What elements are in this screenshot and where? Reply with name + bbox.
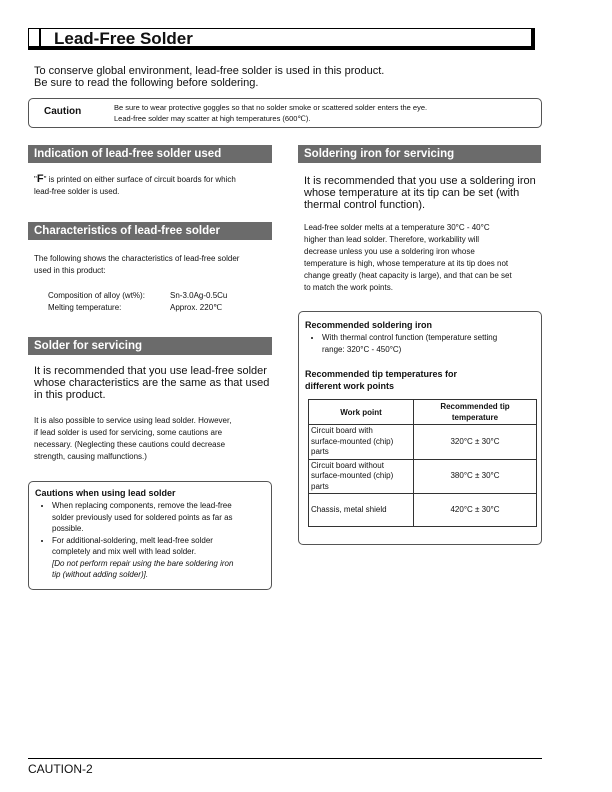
caution-item-2-line-1: • For additional-soldering, melt lead-free solder	[52, 535, 213, 545]
section-heading-indication: Indication of lead-free solder used	[28, 145, 272, 163]
table-cell-temperature: 320°C ± 30°C	[414, 425, 537, 460]
melting-temperature-label: Melting temperature:	[48, 303, 122, 312]
servicing-small-line-1: It is also possible to service using lead solder. However,	[34, 416, 232, 425]
work-point-line: Circuit board without	[311, 460, 384, 470]
table-header-tip-temperature: Recommended tip temperature	[414, 400, 537, 425]
table-header-work-point: Work point	[309, 400, 414, 425]
work-point-line: surface-mounted (chip)	[311, 471, 394, 480]
lead-free-symbol: F	[36, 173, 44, 185]
iron-small-line-1: Lead-free solder melts at a temperature 30°C - 40°C	[304, 223, 490, 232]
indication-line-2: lead-free solder is used.	[34, 187, 120, 196]
caution-item-1-line-3: possible.	[52, 524, 84, 533]
indication-line-1: is printed on either surface of circuit boards for which	[46, 175, 236, 184]
tip-temperature-table	[308, 399, 537, 527]
table-row	[309, 425, 537, 460]
iron-big-line-2: whose temperature at its tip can be set (with	[304, 187, 520, 199]
table-header-row	[309, 400, 537, 425]
caution-item-2	[52, 535, 292, 581]
page-title: Lead-Free Solder	[54, 29, 193, 48]
section-heading-characteristics: Characteristics of lead-free solder	[28, 222, 272, 240]
iron-recommendation	[304, 175, 544, 211]
table-cell-temperature: 420°C ± 30°C	[414, 494, 537, 527]
servicing-recommendation	[34, 365, 284, 401]
intro-line-2: Be sure to read the following before soldering.	[34, 77, 259, 89]
caution-line-1: Be sure to wear protective goggles so that no solder smoke or scattered solder enters the eye.	[114, 103, 428, 112]
intro-line-1: To conserve global environment, lead-free solder is used in this product.	[34, 65, 385, 77]
caution-box	[28, 98, 542, 128]
work-point-line: Chassis, metal shield	[311, 504, 387, 514]
work-point-line: Circuit board with	[311, 426, 373, 435]
footer-divider	[28, 758, 542, 759]
recommended-bullet-line-2: range: 320°C - 450°C)	[322, 344, 402, 354]
iron-small-line-6: to match the work points.	[304, 283, 393, 292]
iron-big-line-3: thermal control function).	[304, 199, 426, 211]
table-cell-work-point	[309, 459, 414, 494]
servicing-big-line-1: It is recommended that you use lead-free solder	[34, 365, 267, 377]
indication-text: "F" is printed on either surface of circuit boards for which lead-free solder is used.	[34, 173, 274, 198]
iron-small-line-5: change greatly (heat capacity is large), and that can be set	[304, 271, 512, 280]
servicing-big-line-2: whose characteristics are the same as that used	[34, 377, 270, 389]
tip-temperatures-title-line-1: Recommended tip temperatures for	[305, 369, 458, 379]
recommended-iron-bullet	[322, 332, 562, 355]
page-number: CAUTION-2	[28, 762, 93, 776]
alloy-composition-value: Sn-3.0Ag-0.5Cu	[170, 291, 228, 300]
iron-details	[304, 222, 549, 294]
table-cell-work-point	[309, 425, 414, 460]
table-row	[309, 494, 537, 527]
section-heading-solder-servicing: Solder for servicing	[28, 337, 272, 355]
table-cell-temperature: 380°C ± 30°C	[414, 459, 537, 494]
table-cell-work-point	[309, 494, 414, 527]
recommended-bullet-line-1: • With thermal control function (temperature setting	[322, 333, 498, 342]
tip-temperatures-title	[305, 368, 457, 392]
caution-item-1	[52, 500, 292, 535]
iron-small-line-2: higher than lead solder. Therefore, workability will	[304, 235, 480, 244]
caution-item-1-line-2: solder previously used for soldered points as far as	[52, 512, 233, 522]
tip-temperatures-title-line-2: different work points	[305, 381, 395, 391]
caution-text	[114, 102, 534, 124]
melting-temperature-value: Approx. 220℃	[170, 303, 223, 312]
characteristics-line-2: used in this product:	[34, 266, 106, 275]
caution-item-2-line-2: completely and mix well with lead solder.	[52, 547, 197, 556]
caution-item-1-line-1: • When replacing components, remove the lead-free	[52, 501, 232, 510]
servicing-small-line-3: necessary. (Neglecting these cautions could decrease	[34, 440, 226, 449]
work-point-line: parts	[311, 481, 329, 491]
characteristics-text	[34, 253, 274, 277]
iron-small-line-4: temperature is high, whose temperature at its tip does not	[304, 259, 509, 268]
work-point-line: parts	[311, 447, 329, 456]
caution-item-2-note-2: tip (without adding solder)].	[52, 570, 149, 579]
cautions-list	[27, 500, 292, 581]
servicing-small-line-2: if lead solder is used for servicing, some cautions are	[34, 428, 223, 437]
caution-line-2: Lead-free solder may scatter at high temperatures (600℃).	[114, 114, 311, 123]
lead-solder-cautions-box	[28, 481, 272, 590]
servicing-big-line-3: in this product.	[34, 389, 106, 401]
work-point-line: surface-mounted (chip)	[311, 436, 394, 446]
cautions-box-title: Cautions when using lead solder	[35, 488, 176, 498]
servicing-small-line-4: strength, causing malfunctions.)	[34, 452, 147, 461]
recommended-iron-title: Recommended soldering iron	[305, 320, 433, 330]
characteristics-line-1: The following shows the characteristics of lead-free solder	[34, 254, 240, 263]
recommended-iron-list	[297, 332, 562, 355]
caution-label: Caution	[44, 106, 82, 117]
caution-item-2-note-1: [Do not perform repair using the bare soldering iron	[52, 558, 234, 568]
iron-big-line-1: It is recommended that you use a soldering iron	[304, 175, 536, 187]
alloy-composition-label: Composition of alloy (wt%):	[48, 291, 145, 300]
section-heading-soldering-iron: Soldering iron for servicing	[298, 145, 541, 163]
title-bar-accent	[39, 29, 41, 47]
servicing-details	[34, 415, 284, 463]
title-box	[28, 28, 535, 50]
table-row	[309, 459, 537, 494]
iron-small-line-3: decrease unless you use a soldering iron whose	[304, 247, 475, 256]
